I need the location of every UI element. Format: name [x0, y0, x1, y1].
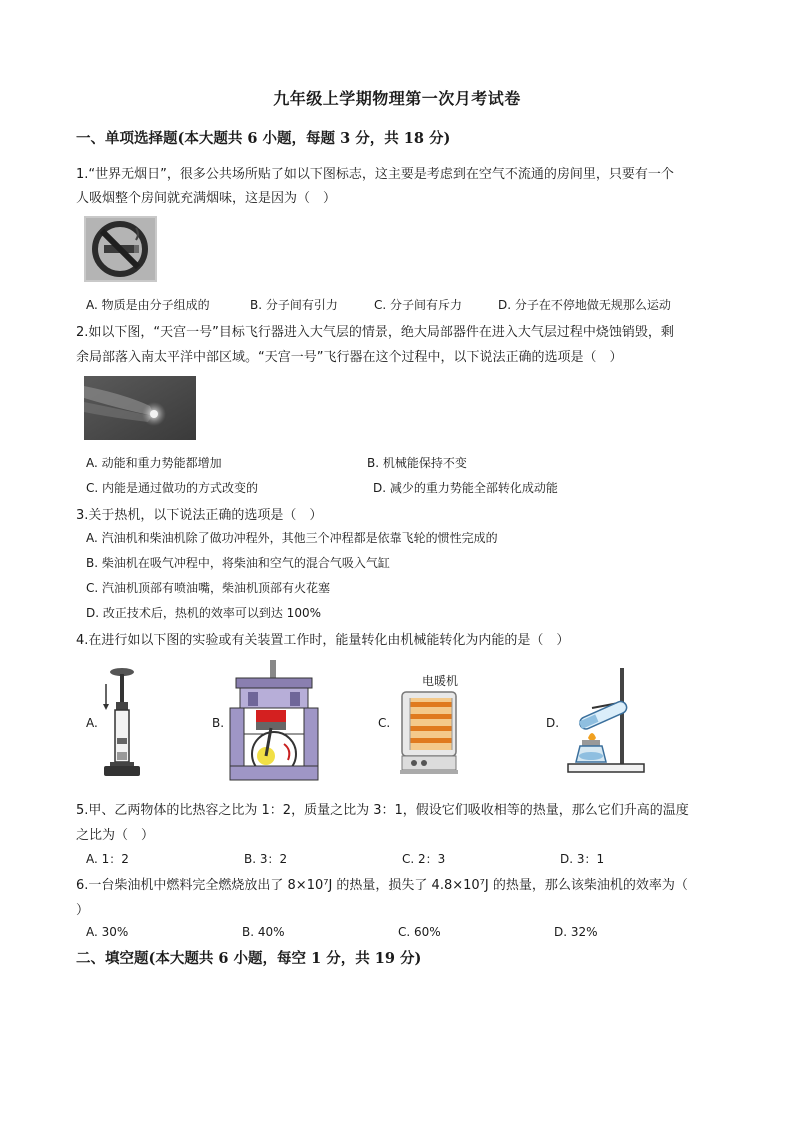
q1-option-a: A. 物质是由分子组成的 — [86, 298, 210, 312]
q1-option-c: C. 分子间有斥力 — [374, 298, 463, 312]
q5-option-b: B. 3：2 — [244, 852, 288, 866]
q4-option-c: C. — [378, 716, 391, 730]
heater-label: 电暖机 — [422, 674, 459, 688]
q6-stem-line1: 6.一台柴油机中燃料完全燃烧放出了 8×10⁷J 的热量，损失了 4.8×10⁷J 的热量，那么该柴油机的效率为（ — [76, 878, 688, 893]
no-smoking-sign-icon — [84, 216, 157, 282]
q4-option-d: D. — [546, 716, 560, 730]
q1-option-d: D. 分子在不停地做无规那么运动 — [498, 298, 671, 312]
q6-option-c: C. 60% — [398, 925, 441, 939]
q4-stem: 4.在进行如以下图的实验或有关装置工作时，能量转化由机械能转化为内能的是（ ） — [76, 633, 570, 648]
q2-option-c: C. 内能是通过做功的方式改变的 — [86, 481, 259, 495]
q2-option-d: D. 减少的重力势能全部转化成动能 — [373, 481, 558, 495]
q2-stem-line1: 2.如以下图，“天宫一号”目标飞行器进入大气层的情景，绝大局部器件在进入大气层过程中烧蚀销毁，剩 — [76, 325, 674, 340]
q6-stem-line2: ） — [76, 903, 90, 918]
q6-option-d: D. 32% — [554, 925, 598, 939]
q4-option-b: B. — [212, 716, 225, 730]
section-heading-1: 一、单项选择题(本大题共 6 小题，每题 3 分，共 18 分) — [76, 130, 451, 147]
engine-cylinder-icon — [226, 658, 322, 784]
q5-option-d: D. 3：1 — [560, 852, 605, 866]
electric-heater-icon — [398, 690, 460, 776]
q3-option-b: B. 柴油机在吸气冲程中，将柴油和空气的混合气吸入气缸 — [86, 556, 390, 570]
q1-stem-line2: 人吸烟整个房间就充满烟味，这是因为（ ） — [76, 191, 337, 206]
q1-option-b: B. 分子间有引力 — [250, 298, 338, 312]
air-compression-pump-icon — [98, 664, 144, 780]
page-title: 九年级上学期物理第一次月考试卷 — [273, 89, 521, 108]
q2-option-a: A. 动能和重力势能都增加 — [86, 456, 222, 470]
q1-stem-line1: 1.“世界无烟日”，很多公共场所贴了如以下图标志，这主要是考虑到在空气不流通的房间里，只要有一个 — [76, 167, 674, 182]
q3-stem: 3.关于热机，以下说法正确的选项是（ ） — [76, 508, 323, 523]
q2-stem-line2: 余局部落入南太平洋中部区域。“天宫一号”飞行器在这个过程中，以下说法正确的选项是（ ） — [76, 350, 623, 365]
section-heading-2: 二、填空题(本大题共 6 小题，每空 1 分，共 19 分) — [76, 950, 422, 967]
q5-stem-line2: 之比为（ ） — [76, 828, 155, 843]
q3-option-c: C. 汽油机顶部有喷油嘴，柴油机顶部有火花塞 — [86, 581, 331, 595]
q5-option-a: A. 1：2 — [86, 852, 129, 866]
q5-stem-line1: 5.甲、乙两物体的比热容之比为 1：2，质量之比为 3：1，假设它们吸收相等的热量，那么它们升高的温度 — [76, 803, 689, 818]
q3-option-a: A. 汽油机和柴油机除了做功冲程外，其他三个冲程都是依靠飞轮的惯性完成的 — [86, 531, 498, 545]
q2-option-b: B. 机械能保持不变 — [367, 456, 467, 470]
q6-option-b: B. 40% — [242, 925, 285, 939]
q3-option-d: D. 改正技术后，热机的效率可以到达 100% — [86, 606, 321, 620]
q6-option-a: A. 30% — [86, 925, 129, 939]
test-tube-heating-icon — [562, 664, 646, 776]
q5-option-c: C. 2：3 — [402, 852, 446, 866]
q4-option-a: A. — [86, 716, 98, 730]
reentry-spacecraft-photo — [84, 376, 196, 440]
